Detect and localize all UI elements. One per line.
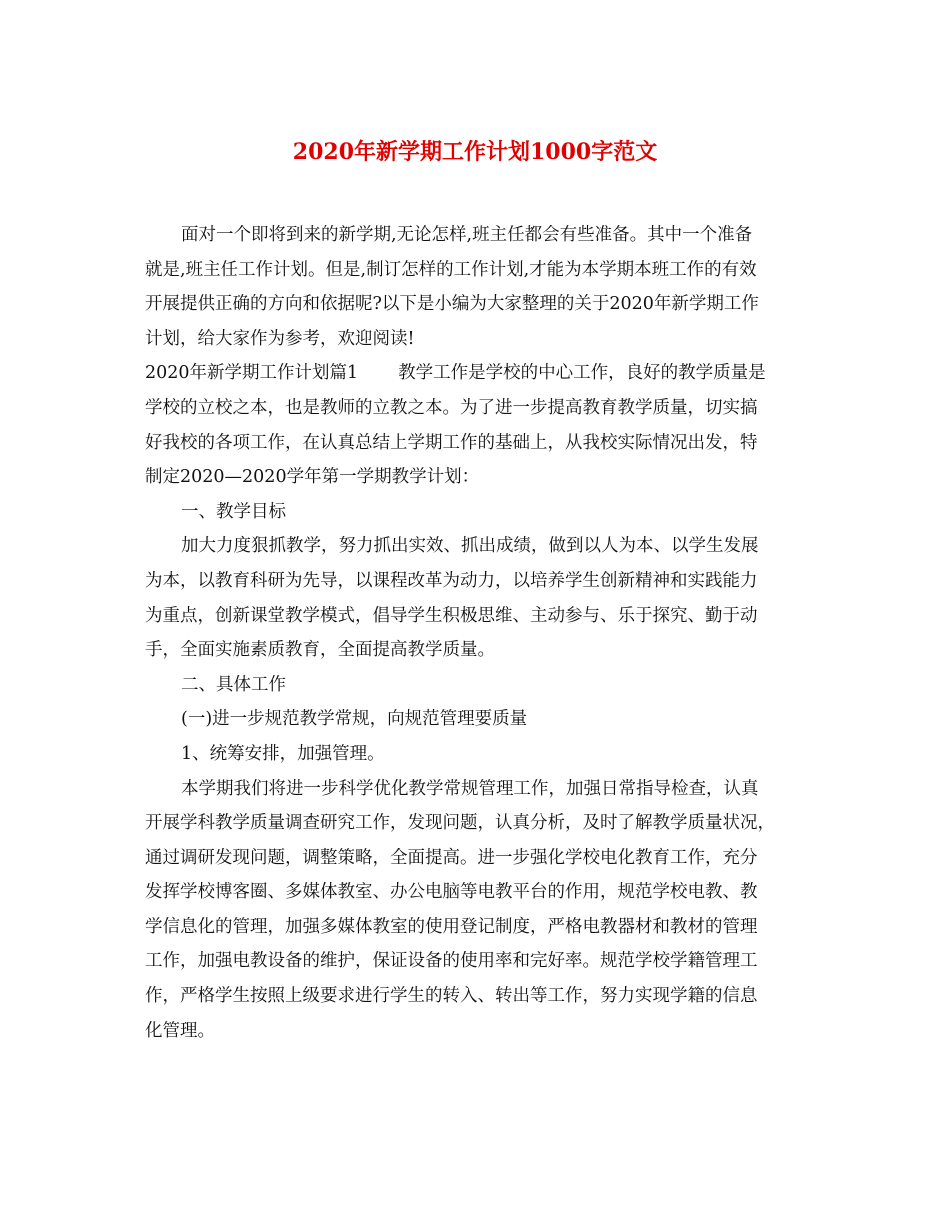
- paragraph-text: 教学工作是学校的中心工作，良好的教学质量是: [398, 363, 766, 384]
- paragraph-line: 作，严格学生按照上级要求进行学生的转入、转出等工作，努力实现学籍的信息: [145, 986, 758, 1007]
- paragraph-line: 就是,班主任工作计划。但是,制订怎样的工作计划,才能为本学期本班工作的有效: [145, 259, 757, 280]
- paragraph-line: 学信息化的管理，加强多媒体教室的使用登记制度，严格电教器材和教材的管理: [145, 916, 758, 937]
- section-heading: 一、教学目标: [181, 501, 286, 522]
- paragraph-line: 为本，以教育科研为先导，以课程改革为动力，以培养学生创新精神和实践能力: [145, 570, 758, 591]
- paragraph-line: 本学期我们将进一步科学优化教学常规管理工作，加强日常指导检查，认真: [181, 778, 759, 799]
- paragraph-line: 通过调研发现问题，调整策略，全面提高。进一步强化学校电化教育工作，充分: [145, 847, 758, 868]
- paragraph-line: 制定2020—2020学年第一学期教学计划：: [145, 467, 480, 488]
- section-heading-line: [145, 356, 815, 391]
- paragraph-line: 面对一个即将到来的新学期,无论怎样,班主任都会有些准备。其中一个准备: [181, 225, 753, 245]
- paragraph-line: 计划，给大家作为参考，欢迎阅读!: [145, 328, 415, 349]
- paragraph-line: 加大力度狠抓教学，努力抓出实效、抓出成绩，做到以人为本、以学生发展: [181, 536, 759, 557]
- paragraph-line: 工作，加强电教设备的维护，保证设备的使用率和完好率。规范学校学籍管理工: [145, 951, 758, 972]
- paragraph-line: 学校的立校之本，也是教师的立教之本。为了进一步提高教育教学质量，切实搞: [145, 397, 758, 418]
- section-heading: 2020年新学期工作计划篇1: [145, 363, 359, 384]
- paragraph-line: 为重点，创新课堂教学模式，倡导学生积极思维、主动参与、乐于探究、勤于动: [145, 605, 758, 626]
- paragraph-line: 开展提供正确的方向和依据呢?以下是小编为大家整理的关于2020年新学期工作: [145, 294, 759, 315]
- paragraph-line: 化管理。: [145, 1020, 215, 1041]
- paragraph-line: 好我校的各项工作，在认真总结上学期工作的基础上，从我校实际情况出发，特: [145, 432, 758, 453]
- page-title: 2020年新学期工作计划1000字范文: [292, 139, 658, 165]
- subsection-heading: (一)进一步规范教学常规，向规范管理要质量: [181, 709, 528, 730]
- paragraph-line: 发挥学校博客圈、多媒体教室、办公电脑等电教平台的作用，规范学校电教、教: [145, 882, 758, 903]
- paragraph-line: 开展学科教学质量调查研究工作，发现问题，认真分析，及时了解教学质量状况，: [145, 813, 775, 834]
- subsection-heading: 1、统筹安排，加强管理。: [181, 743, 385, 764]
- paragraph-line: 手，全面实施素质教育，全面提高教学质量。: [145, 640, 495, 661]
- section-heading: 二、具体工作: [181, 674, 286, 695]
- document-body: [145, 218, 815, 1048]
